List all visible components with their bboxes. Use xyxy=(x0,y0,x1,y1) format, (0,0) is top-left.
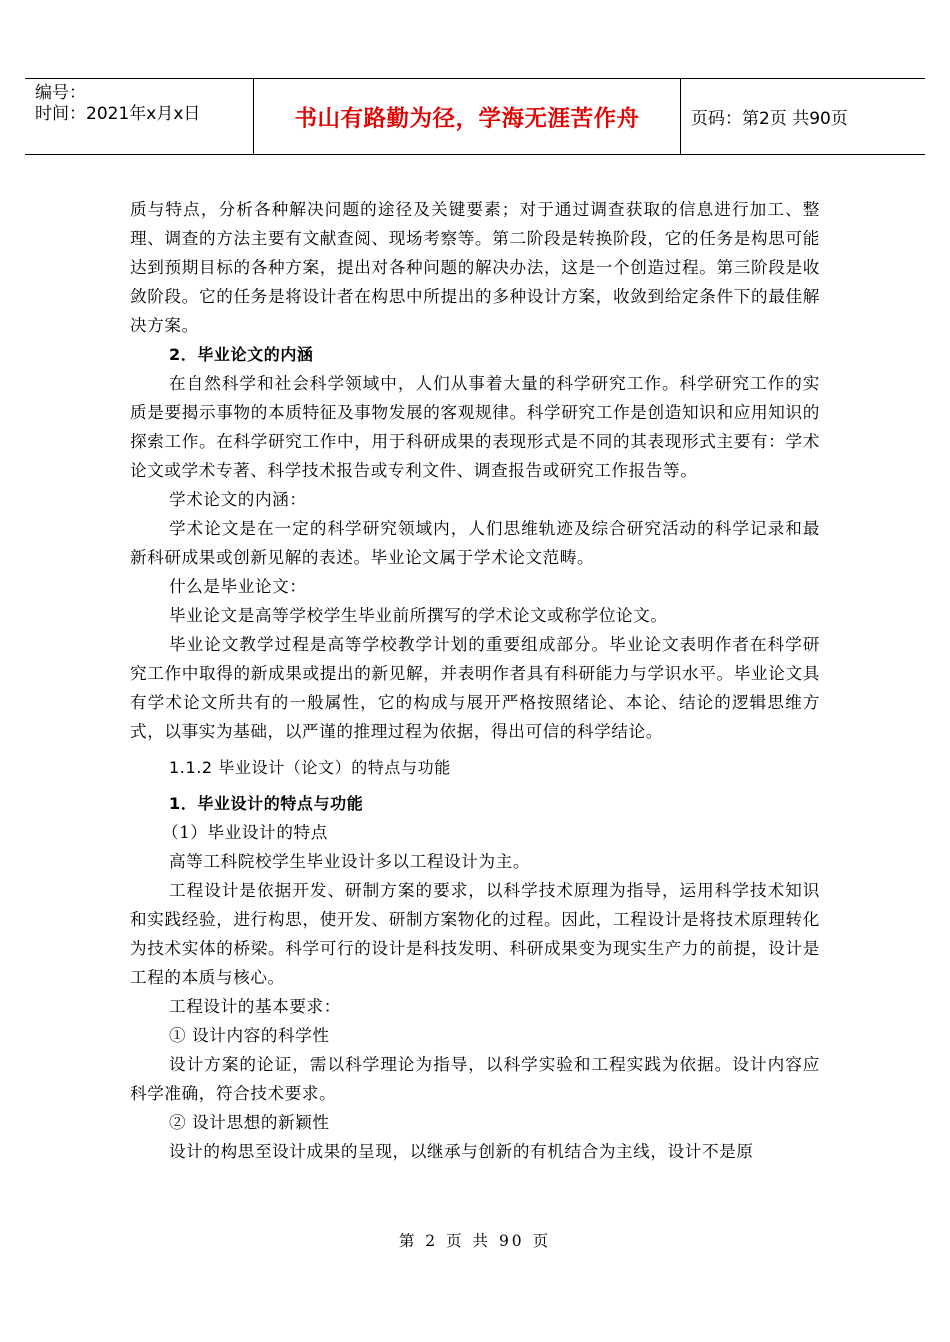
number-label: 编号： xyxy=(35,83,86,103)
paragraph: 什么是毕业论文： xyxy=(169,577,307,596)
paragraph: 毕业论文教学过程是高等学校教学计划的重要组成部分。毕业论文表明作者在科学研究工作中取得的新成果或提出的新见解，并表明作者具有科研能力与学识水平。毕业论文具有学术论文所共有的一般属性，它的构成与展开严格按照绪论、本论、结论的逻辑思维方式，以事实为基础，以严谨的推理过程为依据，得出可信的科学结论。 xyxy=(130,635,820,741)
page-header xyxy=(25,78,925,155)
document-body xyxy=(130,195,820,1166)
time-label: 时间：2021年x月x日 xyxy=(35,104,201,124)
page-footer: 第 2 页 共 90 页 xyxy=(398,1232,552,1250)
header-page-cell xyxy=(681,79,925,154)
paragraph: 毕业论文是高等学校学生毕业前所撰写的学术论文或称学位论文。 xyxy=(169,606,668,625)
header-page-info: 页码：第2页 共90页 xyxy=(691,109,848,129)
paragraph: 工程设计的基本要求： xyxy=(169,997,341,1016)
subsection-heading: 1.1.2 毕业设计（论文）的特点与功能 xyxy=(169,758,451,777)
paragraph: （1）毕业设计的特点 xyxy=(162,823,328,842)
section-heading: 1．毕业设计的特点与功能 xyxy=(169,794,364,813)
list-item: ② 设计思想的新颖性 xyxy=(169,1113,330,1132)
paragraph: 设计的构思至设计成果的呈现，以继承与创新的有机结合为主线，设计不是原 xyxy=(169,1142,754,1161)
paragraph: 在自然科学和社会科学领域中，人们从事着大量的科学研究工作。科学研究工作的实质是要揭示事物的本质特征及事物发展的客观规律。科学研究工作是创造知识和应用知识的探索工作。在科学研究工作中，用于科研成果的表现形式是不同的其表现形式主要有：学术论文或学术专著、科学技术报告或专利文件、调查报告或研究工作报告等。 xyxy=(130,374,820,480)
section-heading: 2．毕业论文的内涵 xyxy=(169,345,314,364)
header-meta xyxy=(25,79,254,154)
paragraph: 学术论文是在一定的科学研究领域内，人们思维轨迹及综合研究活动的科学记录和最新科研成果或创新见解的表述。毕业论文属于学术论文范畴。 xyxy=(130,519,820,567)
header-slogan: 书山有路勤为径，学海无涯苦作舟 xyxy=(294,105,640,132)
paragraph: 高等工科院校学生毕业设计多以工程设计为主。 xyxy=(169,852,531,871)
paragraph: 设计方案的论证，需以科学理论为指导，以科学实验和工程实践为依据。设计内容应科学准确，符合技术要求。 xyxy=(130,1055,820,1103)
list-item: ① 设计内容的科学性 xyxy=(169,1026,330,1045)
paragraph: 工程设计是依据开发、研制方案的要求，以科学技术原理为指导，运用科学技术知识和实践经验，进行构思，使开发、研制方案物化的过程。因此，工程设计是将技术原理转化为技术实体的桥梁。科学可行的设计是科技发明、科研成果变为现实生产力的前提，设计是工程的本质与核心。 xyxy=(130,881,820,987)
paragraph: 质与特点，分析各种解决问题的途径及关键要素；对于通过调查获取的信息进行加工、整理、调查的方法主要有文献查阅、现场考察等。第二阶段是转换阶段，它的任务是构思可能达到预期目标的各种方案，提出对各种问题的解决办法，这是一个创造过程。第三阶段是收敛阶段。它的任务是将设计者在构思中所提出的多种设计方案，收敛到给定条件下的最佳解决方案。 xyxy=(130,200,820,335)
header-slogan-cell xyxy=(254,79,681,154)
paragraph: 学术论文的内涵： xyxy=(169,490,307,509)
